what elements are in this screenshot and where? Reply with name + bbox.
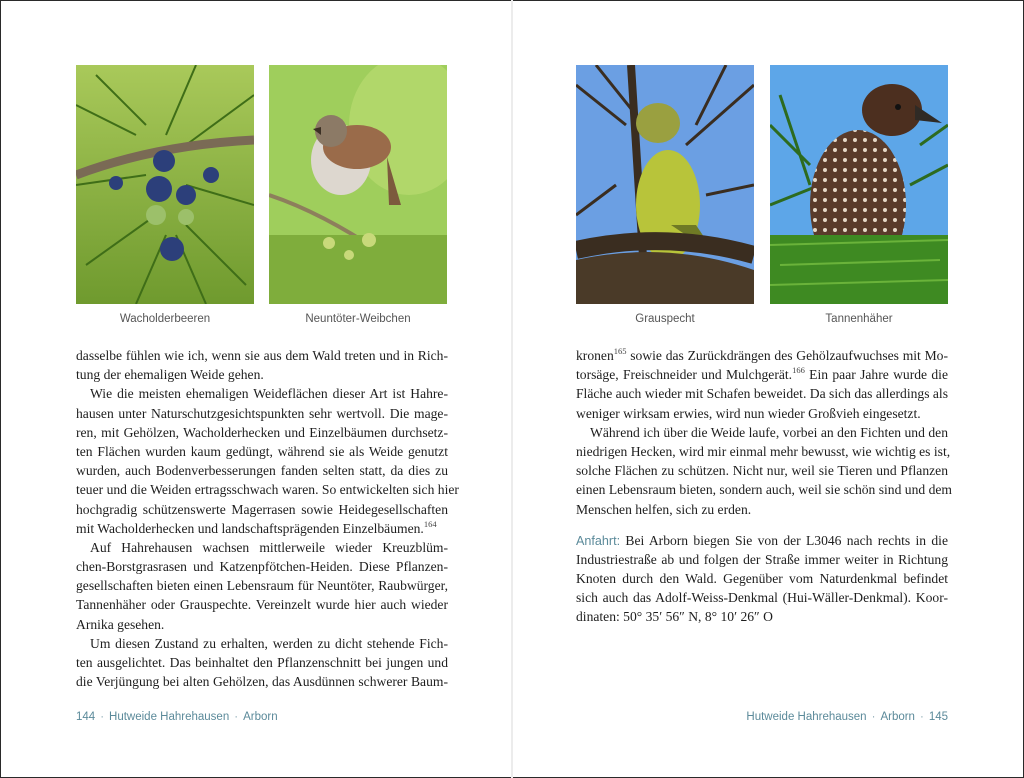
- text-line: Um diesen Zustand zu erhalten, werden zu dicht stehende Fich-: [90, 635, 448, 651]
- page-gutter: [511, 0, 513, 778]
- text-line: Menschen helfen, sich zu erden.: [576, 501, 752, 517]
- text-line: niedrigen Hecken, wird mir einmal mehr bewusst, wie wichtig es ist,: [576, 443, 951, 459]
- text-line: gesellschaften bieten einen Lebensraum für Neuntöter, Raubwürger,: [76, 578, 448, 594]
- footer-separator: ·: [919, 711, 924, 723]
- text-line: solche Flächen zu schützen. Nicht nur, weil sie Tieren und Pflanzen: [576, 463, 948, 479]
- photo-caption: Wacholderbeeren: [119, 313, 211, 325]
- text-line: einen Lebensraum bieten, sondern auch, weil sie schön sind und dem: [576, 482, 952, 498]
- footer-place: Arborn: [243, 711, 278, 723]
- text-fragment: Bei Arborn biegen Sie von der L3046 nach rechts in die: [620, 532, 948, 548]
- text-line: hausen unter Naturschutzgesichtspunkten sehr wertvoll. Die mage-: [76, 405, 448, 421]
- footer-place: Arborn: [880, 711, 915, 723]
- text-line: Auf Hahrehausen wachsen mittlerweile wieder Kreuzblüm-: [90, 539, 448, 555]
- right-page-footer: [746, 711, 948, 723]
- text-line: Industriestraße ab und folgen der Straße immer weiter in Richtung: [576, 551, 948, 567]
- text-line: [76, 519, 448, 538]
- text-line: Während ich über die Weide laufe, vorbei an den Fichten und den: [590, 424, 948, 440]
- red-backed-shrike-female-photo: [269, 65, 447, 304]
- text-line: ten Flächen wurden kaum gedüngt, während sie als Weide genutzt: [76, 443, 448, 459]
- text-line: die Verjüngung bei alten Gehölzen, das Ausdünnen schwerer Baum-: [76, 674, 448, 690]
- text-line: tung der ehemaligen Weide gehen.: [76, 367, 264, 383]
- text-line: dasselbe fühlen wie ich, wenn sie aus dem Wald treten und in Rich-: [76, 348, 448, 363]
- text-line: ren, mit Gehölzen, Wacholderhecken und Einzelbäumen durchsetz-: [76, 424, 448, 440]
- text-line-content: mit Wacholderhecken und landschaftsprägenden Einzelbäumen.: [76, 520, 424, 536]
- text-line: sich auch das Adolf-Weiss-Denkmal (Hui-Wäller-Denkmal). Koor-: [576, 590, 948, 606]
- footnote-marker: 166: [792, 365, 805, 376]
- text-line: Fläche auch wieder mit Schafen beweidet. Da sich das allerdings als: [576, 386, 948, 402]
- text-fragment: torsäge, Freischneider und Mulchgerät.: [576, 367, 793, 383]
- text-line: ten ausgelichtet. Das beinhaltet den Pflanzenschnitt bei jungen und: [76, 655, 448, 670]
- photo-caption: Neuntöter-Weibchen: [305, 313, 411, 325]
- left-page-footer: [76, 711, 278, 723]
- footer-separator: ·: [871, 711, 876, 723]
- text-fragment: sowie das Zurückdrängen des Gehölzaufwuchses mit Mo-: [626, 348, 948, 363]
- page-number: 145: [928, 711, 948, 723]
- footnote-marker: 164: [423, 518, 437, 529]
- text-line: [576, 531, 948, 550]
- footer-separator: ·: [100, 711, 105, 723]
- text-line: Tannenhäher oder Grauspechte. Vereinzelt wurde hier auch wieder: [76, 597, 448, 613]
- text-line: chen-Borstgrasrasen und Katzenpfötchen-Heiden. Diese Pflanzen-: [76, 559, 448, 575]
- text-fragment: kronen: [576, 348, 614, 363]
- photo-caption: Tannenhäher: [825, 313, 893, 325]
- text-line: [576, 365, 948, 384]
- text-line: [576, 346, 948, 365]
- left-page-body: [76, 346, 459, 691]
- spotted-nutcracker-photo: [770, 65, 948, 304]
- text-line: dinaten: 50° 35′ 56″ N, 8° 10′ 26″ O: [576, 609, 773, 625]
- footer-separator: ·: [234, 711, 239, 723]
- text-line: weniger wirksam erwies, wird nun wieder Großvieh eingesetzt.: [576, 405, 921, 421]
- photo-caption: Grauspecht: [635, 313, 695, 325]
- text-line: teuer und die Weiden ertragsschwach waren. So entwickelten sich hier: [76, 482, 459, 498]
- footer-chapter: Hutweide Hahrehausen: [746, 711, 867, 723]
- directions-label: Anfahrt:: [576, 533, 621, 548]
- text-line: Arnika gesehen.: [76, 616, 165, 632]
- text-line: hochgradig schützenswerte Magerrasen sowie Heidegesellschaften: [76, 501, 448, 517]
- page-number: 144: [76, 711, 96, 723]
- right-page-body: [576, 346, 952, 627]
- juniper-berries-photo: [76, 65, 254, 304]
- grey-headed-woodpecker-photo: [576, 65, 754, 304]
- text-line: wurden, auch Bodenverbesserungen fanden selten statt, da dies zu: [76, 463, 448, 479]
- text-line: Wie die meisten ehemaligen Weideflächen dieser Art ist Hahre-: [90, 386, 448, 402]
- footer-chapter: Hutweide Hahrehausen: [109, 711, 230, 723]
- text-line: Knoten durch den Wald. Gegenüber vom Naturdenkmal befindet: [576, 571, 948, 587]
- footnote-marker: 165: [613, 346, 627, 356]
- text-fragment: Ein paar Jahre wurde die: [804, 367, 948, 383]
